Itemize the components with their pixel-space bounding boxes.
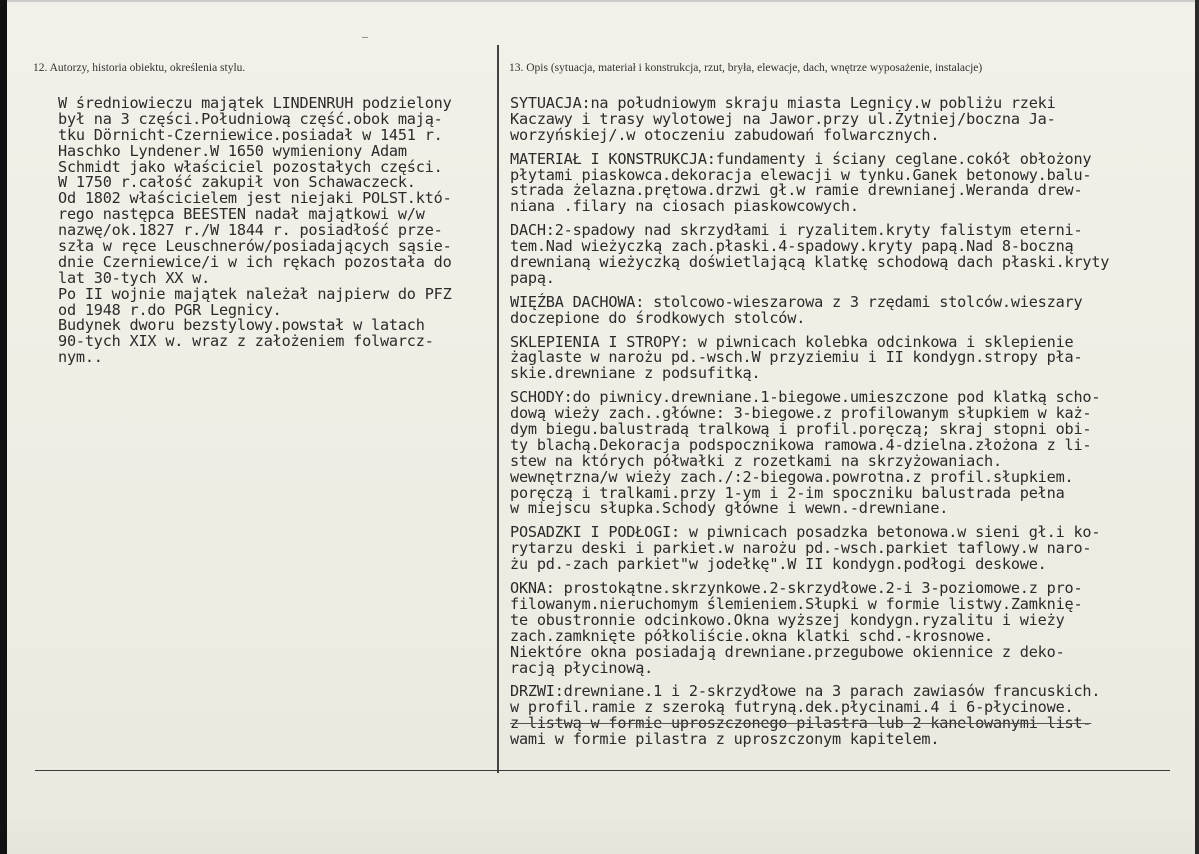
- description-text-line: doczepione do środkowych stolców.: [510, 308, 806, 327]
- scan-right-border: [1195, 0, 1199, 854]
- description-text-line: SKLEPIENIA I STROPY: w piwnicach kolebka odcinkowa i sklepienie: [510, 332, 1074, 351]
- history-text-line: rego następca BEESTEN nadał majątkowi w/w: [58, 205, 425, 224]
- description-text-line: Niektóre okna posiadają drewniane.przegubowe okiennice z deko-: [510, 642, 1065, 661]
- history-text-line: był na 3 części.Południową część.obok mają-: [58, 109, 443, 128]
- description-text-line: rytarzu deski i parkiet.w narożu pd.-wsch.parkiet taflowy.w naro-: [510, 539, 1092, 558]
- description-text-line: OKNA: prostokątne.skrzynkowe.2-skrzydłowe.2-i 3-poziomowe.z pro-: [510, 579, 1083, 598]
- description-text-line: racją płycinową.: [510, 658, 654, 677]
- description-text-line: MATERIAŁ I KONSTRUKCJA:fundamenty i ściany ceglane.cokół obłożony: [510, 149, 1092, 168]
- description-text-line: strada żelazna.prętowa.drzwi gł.w ramie drewnianej.Weranda drew-: [510, 181, 1083, 200]
- description-text-line: wewnętrzna/w wieży zach./:2-biegowa.powrotna.z profil.słupkiem.: [510, 467, 1074, 486]
- description-text-line: tem.Nad wieżyczką zach.płaski.4-spadowy.kryty papą.Nad 8-boczną: [510, 237, 1074, 256]
- description-text-line: drewnianą wieżyczką doświetlającą klatkę schodową dach płaski.kryty: [510, 253, 1110, 272]
- section-13-header: 13. Opis (sytuacja, materiał i konstrukcja, rzut, bryła, elewacje, dach, wnętrze wyposażenie, instalacje): [509, 62, 983, 74]
- column-divider: [497, 45, 499, 773]
- history-text-line: 90-tych XIX w. wraz z założeniem folwarcz-: [58, 332, 434, 351]
- description-text-line: zach.zamknięte półkoliście.okna klatki schd.-krosnowe.: [510, 626, 993, 645]
- description-text-line: płytami piaskowca.dekoracja elewacji w tynku.Ganek betonowy.balu-: [510, 165, 1092, 184]
- history-text-line: nazwę/ok.1827 r./W 1844 r. posiadłość prze-: [58, 221, 443, 240]
- description-text-line: DRZWI:drewniane.1 i 2-skrzydłowe na 3 parach zawiasów francuskich.: [510, 682, 1101, 701]
- description-text-line: niana .filary na ciosach piaskowcowych.: [510, 197, 859, 216]
- history-text-line: nym..: [58, 348, 103, 367]
- description-text-line: SYTUACJA:na południowym skraju miasta Legnicy.w pobliżu rzeki: [510, 96, 1056, 112]
- history-text-line: Haschko Lyndener.W 1650 wymieniony Adam: [58, 141, 407, 160]
- description-text-line: poręczą i tralkami.przy 1-ym i 2-im spoczniku balustrada pełna: [510, 483, 1065, 502]
- history-text-line: Od 1802 właścicielem jest niejaki POLST.któ-: [58, 189, 452, 208]
- description-text-line: żu pd.-zach parkiet"w jodełkę".W II kondygn.podłogi deskowe.: [510, 555, 1047, 574]
- description-text-line: DACH:2-spadowy nad skrzydłami i ryzalitem.kryty falistym eterni-: [510, 221, 1083, 240]
- history-text-line: dnie Czerniewice/i w ich rękach pozostała do: [58, 252, 452, 271]
- description-text-line: SCHODY:do piwnicy.drewniane.1-biegowe.umieszczone pod klatką scho-: [510, 388, 1101, 407]
- bottom-rule: [35, 770, 1170, 771]
- history-text-line: W średniowieczu majątek LINDENRUH podzielony: [58, 96, 452, 112]
- history-text-line: Schmidt jako właściciel pozostałych części.: [58, 157, 443, 176]
- section-12-header: 12. Autorzy, historia obiektu, określenia stylu.: [33, 62, 246, 74]
- description-text-line: ty blachą.Dekoracja podspocznikowa ramowa.4-dzielna.złożona z li-: [510, 435, 1092, 454]
- history-text-line: Po II wojnie majątek należał najpierw do PFZ: [58, 284, 452, 303]
- description-text-line: filowanym.nieruchomym ślemieniem.Słupki w formie listwy.Zamknię-: [510, 594, 1083, 613]
- page-top-edge: [0, 0, 1199, 2]
- description-text-line: w miejscu słupka.Schody główne i wewn.-drewniane.: [510, 499, 949, 518]
- description-text-line: POSADZKI I PODŁOGI: w piwnicach posadzka betonowa.w sieni gł.i ko-: [510, 523, 1101, 542]
- history-text-line: szła w ręce Leuschnerów/posiadających sąsie-: [58, 237, 452, 256]
- description-text-line: stew na których półwałki z rozetkami na skrzyżowaniach.: [510, 451, 1002, 470]
- history-text-line: W 1750 r.całość zakupił von Schawaczeck.: [58, 173, 416, 192]
- page-bottom-shade: [0, 814, 1199, 854]
- description-column: [510, 96, 1192, 748]
- scan-left-border: [0, 0, 7, 854]
- final-text-line: wami w formie pilastra z uproszczonym kapitelem.: [510, 730, 940, 748]
- scan-mark: —: [362, 32, 369, 43]
- description-text-line: dową wieży zach..główne: 3-biegowe.z profilowanym słupkiem w każ-: [510, 404, 1092, 423]
- description-text-line: Kaczawy i trasy wylotowej na Jawor.przy ul.Żytniej/boczna Ja-: [510, 109, 1056, 128]
- history-text-line: Budynek dworu bezstylowy.powstał w latach: [58, 316, 425, 335]
- description-text-line: skie.drewniane z podsufitką.: [510, 364, 761, 383]
- description-text-line: worzyńskiej/.w otoczeniu zabudowań folwarcznych.: [510, 125, 940, 144]
- history-text-line: tku Dörnicht-Czerniewice.posiadał w 1451 r.: [58, 125, 443, 144]
- description-text-line: dym biegu.balustradą tralkową i profil.poręczą; skraj stopni obi-: [510, 420, 1092, 439]
- description-text-line: WIĘŹBA DACHOWA: stolcowo-wieszarowa z 3 rzędami stolców.wieszary: [510, 292, 1083, 311]
- description-text-line: papą.: [510, 268, 555, 287]
- history-text-line: od 1948 r.do PGR Legnicy.: [58, 300, 282, 319]
- description-text-line: żaglaste w narożu pd.-wsch.W przyziemiu i II kondygn.stropy pła-: [510, 348, 1083, 367]
- struck-through-line: z listwą w formie uproszczonego pilastra lub 2 kanelowanymi list-: [510, 714, 1092, 733]
- history-column: [58, 96, 495, 366]
- description-text-line: w profil.ramie z szeroką futryną.dek.płycinami.4 i 6-płycinowe.: [510, 698, 1074, 717]
- history-text-line: lat 30-tych XX w.: [58, 268, 211, 287]
- description-text-line: te obustronnie odcinkowo.Okna wyższej kondygn.ryzalitu i wieży: [510, 610, 1065, 629]
